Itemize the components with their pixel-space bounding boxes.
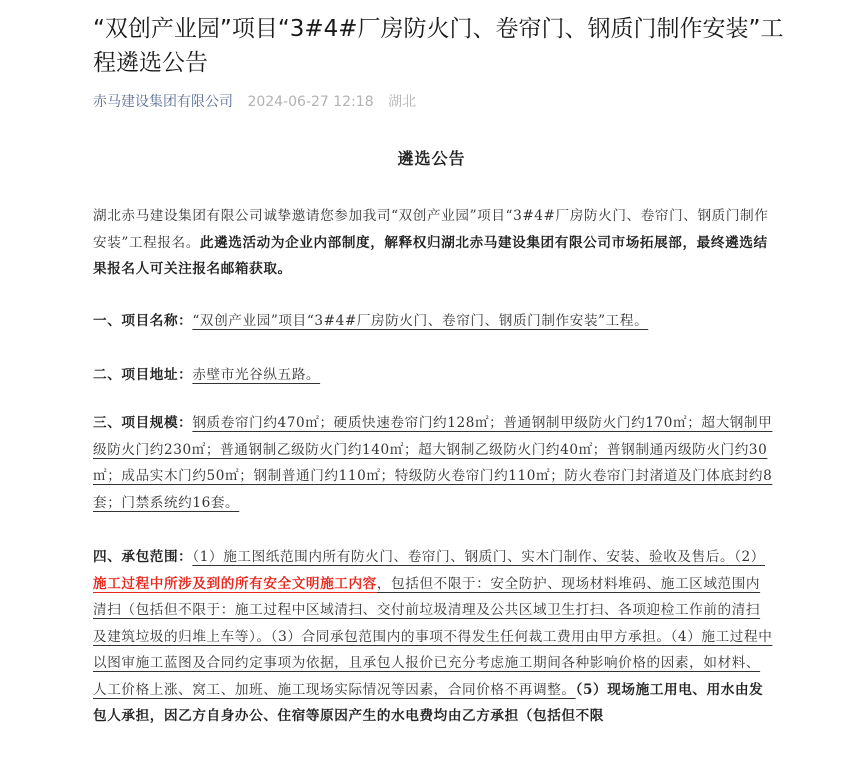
publish-date: 2024-06-27 12:18 [247, 94, 374, 110]
project-address-paragraph [93, 362, 773, 389]
article-title: “双创产业园”项目“3#4#厂房防火门、卷帘门、钢质门制作安装”工程遴选公告 [93, 16, 784, 76]
project-name-paragraph [93, 308, 773, 335]
article-meta [93, 91, 416, 113]
intro-bold-text: 此遴选活动为企业内部制度，解释权归湖北赤马建设集团有限公司市场拓展部，最终遴选结果报名人可关注报名邮箱获取。 [93, 234, 768, 277]
project-address-value: 赤壁市光谷纵五路。 [192, 367, 321, 383]
intro-paragraph [93, 203, 773, 283]
project-name-label: 一、项目名称： [93, 313, 193, 329]
contract-scope-paragraph [93, 544, 773, 730]
project-address-label: 二、项目地址： [93, 367, 193, 383]
project-scale-paragraph [93, 410, 773, 516]
contract-scope-label: 四、承包范围： [93, 549, 193, 565]
project-scale-value: 钢质卷帘门约470㎡；硬质快速卷帘门约128㎡；普通钢制甲级防火门约170㎡；超大钢制甲级防火门约230㎡；普通钢制乙级防火门约140㎡；超大钢制乙级防火门约40㎡；普钢制通丙级防火门约30㎡；成品实木门约50㎡；钢制普通门约110㎡；特级防火卷帘门约110㎡；防火卷帘门封渚道及门体底封约8套；门禁系统约16套。 [93, 415, 773, 511]
project-name-value: “双创产业园”项目“3#4#厂房防火门、卷帘门、钢质门制作安装”工程。 [192, 313, 649, 329]
account-name-link[interactable]: 赤马建设集团有限公司 [93, 94, 233, 110]
contract-scope-text-1: （1）施工图纸范围内所有防火门、卷帘门、钢质门、实木门制作、安装、验收及售后。（2） [192, 549, 766, 565]
publish-location: 湖北 [388, 94, 417, 110]
notice-heading: 遴选公告 [397, 149, 466, 168]
contract-scope-highlight: 施工过程中所涉及到的所有安全文明施工内容 [93, 575, 377, 592]
contract-scope-text-2: ，包括但不限于：安全防护、现场材料堆码、施工区域范围内清扫（包括但不限于：施工过程中区域清扫、交付前垃圾清理及公共区域卫生打扫、各项迎检工作前的清扫及建筑垃圾的归堆上车等）。（3）合同承包范围内的事项不得发生任何裁工费用由甲方承担。（4）施工过程中以图审施工蓝图及合同约定事项为依据，且承包人报价已充分考虑施工期间各种影响价格的因素，如材料、人工价格上涨、窝工、加班、施工现场实际情况等因素，合同价格不再调整。 [93, 575, 773, 698]
project-scale-label: 三、项目规模： [93, 415, 193, 431]
contract-scope-bold-text: （5）现场施工用电、用水由发包人承担，因乙方自身办公、住宿等原因产生的水电费均由乙方承担（包括但不限 [93, 681, 764, 724]
intro-text: 湖北赤马建设集团有限公司诚挚邀请您参加我司“双创产业园”项目“3#4#厂房防火门、卷帘门、钢质门制作安装”工程报名。 [93, 208, 769, 251]
